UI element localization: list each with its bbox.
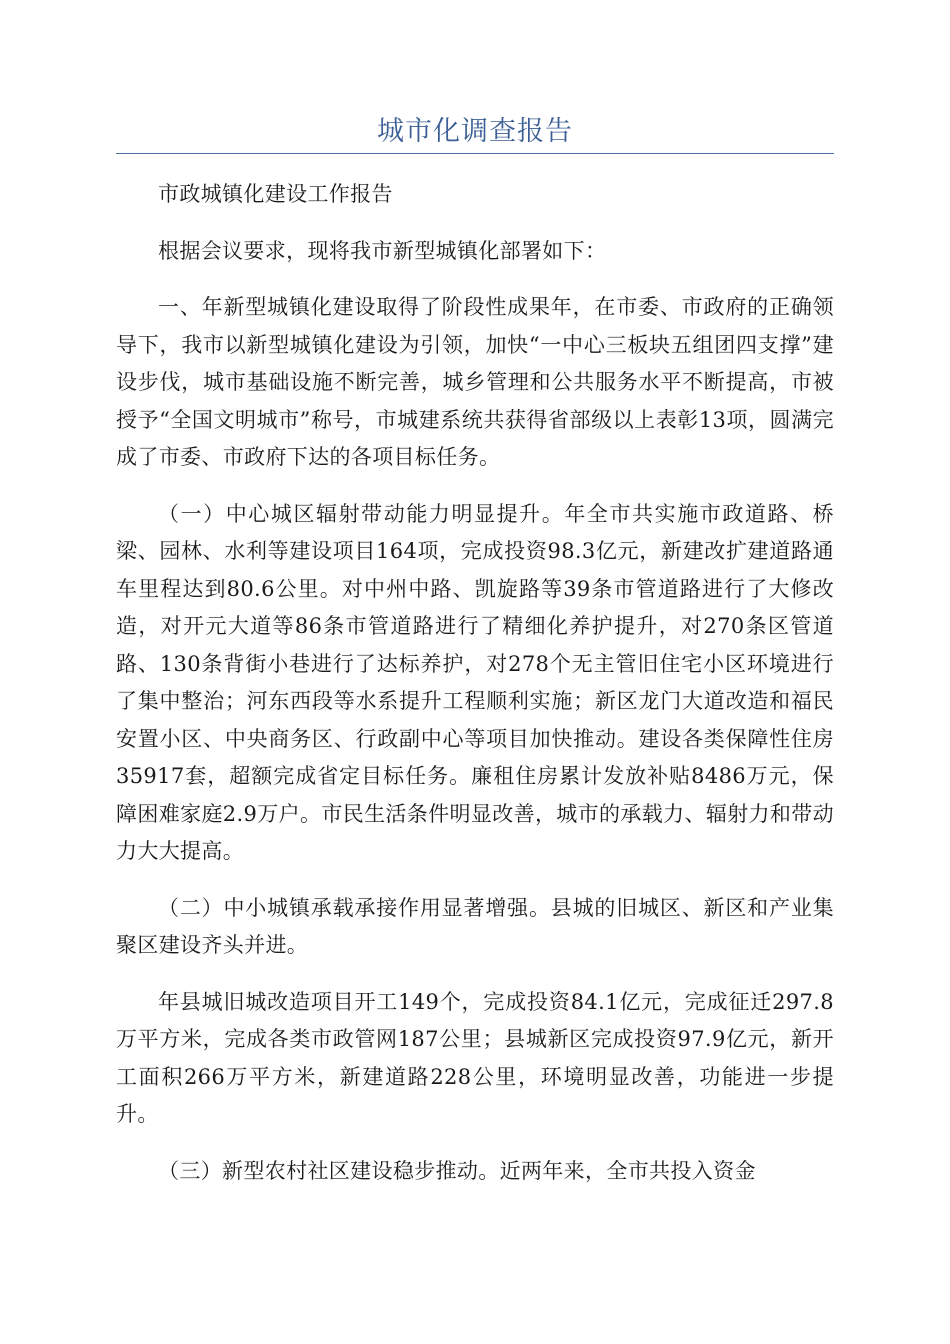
paragraph-intro: 根据会议要求，现将我市新型城镇化部署如下： bbox=[158, 238, 607, 263]
title-underline bbox=[116, 153, 834, 154]
paragraph-subtitle: 市政城镇化建设工作报告 bbox=[158, 182, 393, 206]
paragraph-section-1-1: （一）中心城区辐射带动能力明显提升。年全市共实施市政道路、桥梁、园林、水利等建设项目164项，完成投资98.3亿元，新建改扩建道路通车里程达到80.6公里。对中州中路、凯旋路等39条市管道路进行了大修改造，对开元大道等86条市管道路进行了精细化养护提升，对270条区管道路、130条背街小巷进行了达标养护，对278个无主管旧住宅小区环境进行了集中整治；河东西段等水系提升工程顺利实施；新区龙门大道改造和福民安置小区、中央商务区、行政副中心等项目加快推动。建设各类保障性住房35917套，超额完成省定目标任务。廉租住房累计发放补贴8486万元，保障困难家庭2.9万户。市民生活条件明显改善，城市的承载力、辐射力和带动力大大提高。 bbox=[116, 501, 834, 863]
paragraph-county-renovation: 年县城旧城改造项目开工149个，完成投资84.1亿元，完成征迁297.8万平方米，完成各类市政管网187公里；县城新区完成投资97.9亿元，新开工面积266万平方米，新建道路228公里，环境明显改善，功能进一步提升。 bbox=[116, 989, 834, 1126]
paragraph-section-1: 一、年新型城镇化建设取得了阶段性成果年，在市委、市政府的正确领导下，我市以新型城镇化建设为引领，加快“一中心三板块五组团四支撑”建设步伐，城市基础设施不断完善，城乡管理和公共服务水平不断提高，市被授予“全国文明城市”称号，市城建系统共获得省部级以上表彰13项，圆满完成了市委、市政府下达的各项目标任务。 bbox=[116, 295, 834, 469]
paragraph-section-1-2: （二）中小城镇承载承接作用显著增强。县城的旧城区、新区和产业集聚区建设齐头并进。 bbox=[116, 895, 834, 957]
paragraph-section-1-3: （三）新型农村社区建设稳步推动。近两年来，全市共投入资金 bbox=[158, 1158, 756, 1183]
document-body bbox=[116, 176, 834, 1209]
document-title: 城市化调查报告 bbox=[377, 116, 573, 147]
